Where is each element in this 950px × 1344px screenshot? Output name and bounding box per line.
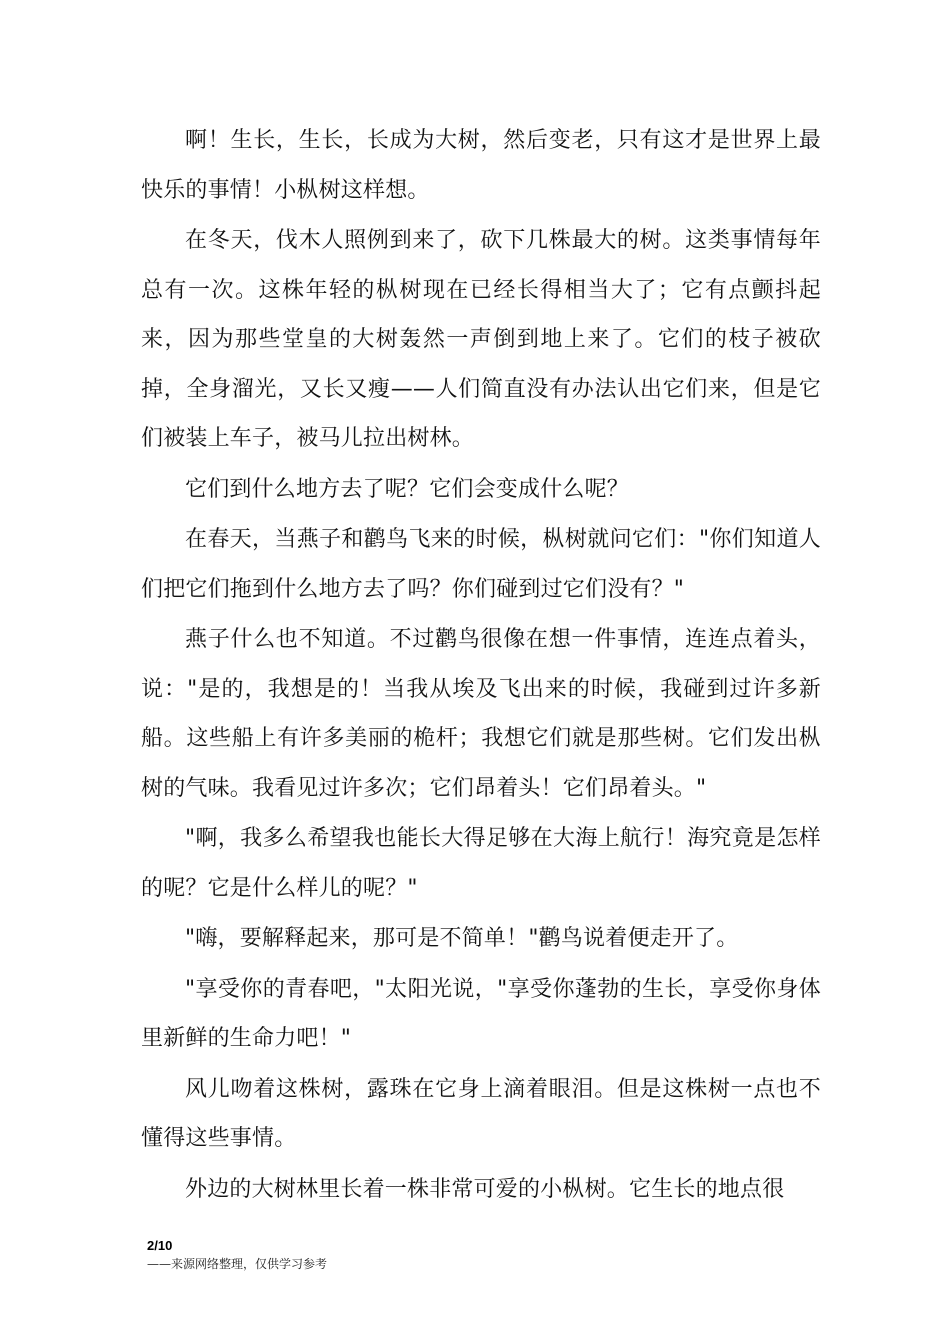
- paragraph-2: 在冬天，伐木人照例到来了，砍下几株最大的树。这类事情每年总有一次。这株年轻的枞树现在已经长得相当大了；它有点颤抖起来，因为那些堂皇的大树轰然一声倒到地上来了。它们的枝子被砍掉，全身溜光，又长又瘦——人们简直没有办法认出它们来，但是它们被装上车子，被马儿拉出树林。: [141, 228, 821, 451]
- paragraph-8: "享受你的青春吧，"太阳光说，"享受你蓬勃的生长，享受你身体里新鲜的生命力吧！": [141, 976, 822, 1051]
- source-note: ——来源网络整理，仅供学习参考: [147, 1257, 328, 1271]
- body-text: [141, 116, 821, 1215]
- paragraph-7: "嗨，要解释起来，那可是不简单！"鹳鸟说着便走开了。: [185, 926, 739, 951]
- paragraph-4: 在春天，当燕子和鹳鸟飞来的时候，枞树就问它们："你们知道人们把它们拖到什么地方去了吗？你们碰到过它们没有？": [141, 527, 821, 602]
- paragraph-6: "啊，我多么希望我也能长大得足够在大海上航行！海究竟是怎样的呢？它是什么样儿的呢？": [141, 826, 821, 901]
- paragraph-3: 它们到什么地方去了呢？它们会变成什么呢？: [185, 476, 630, 502]
- paragraph-1: 啊！生长，生长，长成为大树，然后变老，只有这才是世界上最快乐的事情！小枞树这样想。: [141, 128, 821, 203]
- paragraph-5: 燕子什么也不知道。不过鹳鸟很像在想一件事情，连连点着头，说："是的，我想是的！当我从埃及飞出来的时候，我碰到过许多新船。这些船上有许多美丽的桅杆；我想它们就是那些树。它们发出枞树的气味。我看见过许多次；它们昂着头！它们昂着头。": [141, 627, 821, 801]
- page-number: 2/10: [147, 1238, 173, 1253]
- paragraph-10: 外边的大树林里长着一株非常可爱的小枞树。它生长的地点很: [185, 1176, 785, 1202]
- paragraph-9: 风儿吻着这株树，露珠在它身上滴着眼泪。但是这株树一点也不懂得这些事情。: [141, 1076, 821, 1151]
